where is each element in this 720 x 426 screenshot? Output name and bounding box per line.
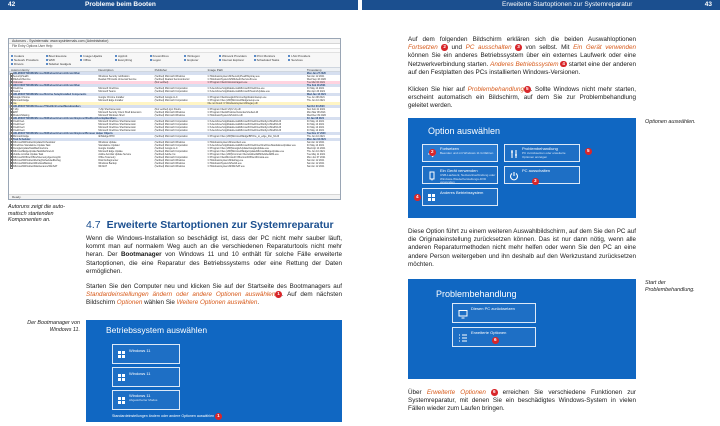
- entry-publisher: (Verified) Microsoft Corporation: [154, 150, 188, 153]
- entry-publisher: (Verified) Microsoft Corporation: [154, 87, 188, 90]
- autoruns-tab[interactable]: KnownDLLs: [150, 54, 185, 58]
- entry-name: Microsoft Edge: [9, 135, 98, 138]
- caption-options: Optionen auswählen.: [645, 119, 696, 125]
- callout-badge: 3: [533, 178, 537, 183]
- entry-timestamp: Mon Jan 04 2021: [306, 138, 326, 141]
- autoruns-tab[interactable]: Network Providers: [11, 58, 46, 62]
- entry-name: 7-Zip: [9, 108, 98, 111]
- entry-publisher: (Verified) Microsoft Windows: [154, 141, 185, 144]
- tile-other-os[interactable]: [422, 188, 498, 206]
- section-number: 4.7: [86, 219, 101, 231]
- callout-badge: 5: [526, 86, 529, 92]
- entry-timestamp: Mon Jan 27 2020: [306, 72, 326, 75]
- caption-bootmanager: Der Bootmanager von Windows 11.: [27, 320, 80, 333]
- entry-image-path: C:\Program Files (x86)\Microsoft\Edge\BHO\ie_to_edge_bho_64.dll: [207, 135, 279, 138]
- autoruns-tab[interactable]: Sidebar Gadgets: [46, 62, 81, 66]
- callout-badge: 6: [493, 389, 496, 395]
- right-chapter-title: Erweiterte Startoptionen zur Systemreparatur: [502, 1, 633, 8]
- entry-name: \Microsoft\Windows\Defrag\ScheduledDefrag: [9, 159, 98, 162]
- entry-description: Google Chrome Installer: [98, 96, 125, 99]
- tile-label: Problembehandlung: [522, 146, 558, 151]
- entry-image-path: C:\Program Files\Google\Chrome\Application\setup.exe: [207, 96, 267, 99]
- callout-badge: 3: [517, 44, 520, 50]
- tile-label: Erweiterte Optionen: [471, 330, 507, 335]
- column-autorun-entry: Autorun Entry: [11, 68, 30, 72]
- entry-timestamp: Tue May 11 2021: [306, 153, 326, 156]
- entry-timestamp: Sat Jun 12 2021: [306, 141, 325, 144]
- right-paragraph-1: [408, 36, 636, 77]
- autoruns-tab[interactable]: Print Monitors: [254, 54, 289, 58]
- entry-name: Microsoft Edge: [9, 99, 98, 102]
- caption-troubleshoot: Start der Problembehandlung.: [645, 280, 695, 293]
- entry-description: Microsoft OneDrive Shell Extension: [98, 123, 136, 126]
- entry-name: HKLM\SOFTWARE\Microsoft\Active Setup\Installed Components: [9, 93, 98, 96]
- right-page-number: 43: [704, 1, 712, 8]
- autoruns-tab[interactable]: AppInit: [115, 54, 150, 58]
- entry-description: Adobe Acrobat Update Service: [98, 153, 132, 156]
- entry-image-path: C:\Users\User\AppData\Local\Microsoft\OneDrive\FileSyncShell64.dll: [207, 126, 281, 129]
- entry-timestamp: Fri May 14 2021: [306, 123, 325, 126]
- entry-name: Teams: [9, 90, 98, 93]
- entry-description: Microsoft OneDrive: [98, 87, 119, 90]
- link-continue: Fortsetzen: [408, 44, 438, 52]
- autoruns-window: [8, 38, 341, 200]
- entry-publisher: (Not verified): [154, 81, 169, 84]
- entry-name: OneDrive: [9, 87, 98, 90]
- right-paragraph-4: [408, 389, 636, 414]
- entry-description: Microsoft Edge Update: [98, 150, 123, 153]
- entry-name: ModernSharing: [9, 114, 98, 117]
- entry-description: Microsoft OneDrive Shell Extension: [98, 129, 136, 132]
- entry-description: Microsoft Teams: [98, 90, 116, 93]
- autoruns-status-bar: Ready.: [9, 194, 340, 199]
- link-more-options: Weitere Optionen auswählen: [176, 299, 258, 307]
- autoruns-tab[interactable]: Office: [80, 58, 115, 62]
- entry-image-path: C:\Program Files (x86)\Google\Update\GoogleUpdate.exe: [207, 147, 269, 150]
- entry-image-path: C:\Users\User\AppData\Local\Microsoft\OneDrive.exe: [207, 87, 265, 90]
- link-use-device: Ein Gerät verwenden: [573, 44, 637, 52]
- autoruns-tab[interactable]: Winlogon: [184, 54, 219, 58]
- right-paragraph-2: [408, 86, 636, 111]
- entry-timestamp: Thu Jun 10 2021: [306, 135, 325, 138]
- entry-publisher: (Verified) Google LLC: [154, 147, 178, 150]
- entry-timestamp: Wed Sep 16 2020: [306, 78, 326, 81]
- entry-name: Google Chrome: [9, 96, 98, 99]
- os-label: Windows 11: [129, 371, 151, 376]
- entry-timestamp: Wed Jan 13 2021: [306, 93, 326, 96]
- entry-publisher: (Verified) Microsoft Corporation: [154, 156, 188, 159]
- entry-name: \MicrosoftEdgeUpdateTaskMachineUA: [9, 150, 98, 153]
- entry-timestamp: Tue Jun 08 2021: [306, 96, 325, 99]
- os-tile-windows-11-a[interactable]: [112, 344, 180, 364]
- os-label: Windows 11: [129, 393, 151, 398]
- entry-name: \Microsoft\Office\OfficeTelemetryAgentLogOn: [9, 156, 98, 159]
- text-run: von Windows 11 und 10 enthält für solche Fälle erweiterte Startoptionen, die eine Reparatur des Betriebssystems oder eine Rettung der Daten ermöglichen.: [86, 251, 342, 275]
- entry-publisher: (Verified) Microsoft Windows: [154, 165, 185, 168]
- autoruns-tab[interactable]: WMI: [46, 58, 81, 62]
- entry-publisher: (Verified) Microsoft Corporation: [154, 129, 188, 132]
- footer-text: Standardeinstellungen ändern oder andere Optionen auswählen: [112, 414, 215, 419]
- tile-label: Diesen PC zurücksetzen: [471, 306, 515, 311]
- entry-name: EPP: [9, 111, 98, 114]
- autoruns-tab[interactable]: Drivers: [11, 62, 46, 66]
- autoruns-tab[interactable]: Image Hijacks: [80, 54, 115, 58]
- left-page-header: [0, 0, 358, 10]
- entry-publisher: (Verified) Realtek Semiconductor: [154, 78, 190, 81]
- tile-shutdown[interactable]: [504, 166, 580, 184]
- os-label: Windows 11: [129, 348, 151, 353]
- entry-description: Office Telemetry: [98, 156, 116, 159]
- text-run: und: [447, 44, 466, 52]
- entry-description: Microsoft OneDrive Shell Extension: [98, 126, 136, 129]
- entry-description: IEToEdge BHO: [98, 135, 115, 138]
- text-run: . Sollte Windows nicht mehr starten, erscheint automatisch ein Bildschirm, auf dem Sie zur Problembehandlung geleitet werden.: [408, 86, 636, 110]
- entry-timestamp: Tue Nov 17 2020: [306, 132, 326, 135]
- autoruns-menu-bar: File Entry Options User Help: [9, 44, 340, 49]
- autoruns-entry-row[interactable]: [9, 165, 340, 168]
- callout-badge: 1: [277, 291, 280, 297]
- callout-badge: 5: [586, 148, 590, 153]
- entry-name: SecurityHealth: [9, 75, 98, 78]
- entry-name: \Microsoft\Windows\WindowsBackup: [9, 162, 98, 165]
- link-advanced-options: Erweiterte Optionen: [426, 389, 486, 396]
- entry-description: Microsoft Edge Installer: [98, 99, 124, 102]
- autoruns-tab[interactable]: Logon: [150, 58, 185, 62]
- entry-name: \Microsoft\Windows\UpdateOrchestrator: [9, 141, 98, 144]
- entry-timestamp: Thu Feb 18 2021: [306, 84, 326, 87]
- text-run: Über: [408, 389, 427, 396]
- column-description: Description: [98, 68, 114, 72]
- callout-badge: 2: [430, 149, 434, 154]
- entry-image-path: C:\Windows\System32\sdclt.exe: [207, 162, 242, 165]
- autoruns-tab[interactable]: Scheduled Tasks: [254, 58, 289, 62]
- entry-publisher: (Not verified) Igor Pavlov: [154, 108, 181, 111]
- tile-sub-label: PC zurücksetzen oder erweiterte Optionen anzeigen: [522, 151, 566, 159]
- text-run: von selbst. Mit: [521, 44, 574, 52]
- entry-name: HKCU\SOFTWARE\Microsoft\Windows\CurrentVersion\Run: [9, 84, 98, 87]
- text-run: können Sie ein anderes Betriebssystem über ein externes Laufwerk oder eine Netzwerkverbindung starten.: [408, 52, 636, 68]
- entry-description: Windows Backup: [98, 162, 117, 165]
- entry-image-path: C:\Users\User\AppData\Local\Microsoft\OneDrive\OneDriveStandaloneUpdater.exe: [207, 144, 296, 147]
- entry-name: \Microsoft\Windows\Maintenance\WinSAT: [9, 165, 98, 168]
- text-run: . Auf dem nächsten Bildschirm: [86, 291, 342, 307]
- os-tile-windows-11-safe-mode[interactable]: [112, 390, 180, 410]
- entry-name: OneDrive2: [9, 123, 98, 126]
- entry-name: OneDrive3: [9, 126, 98, 129]
- entry-description: Disk Defragmenter: [98, 159, 119, 162]
- entry-publisher: (Verified) Microsoft Windows: [154, 111, 185, 114]
- entry-timestamp: Sat Jun 12 2021: [306, 75, 325, 78]
- callout-badge: 4: [415, 194, 419, 199]
- entry-image-path: C:\Program Files (x86)\Microsoft\Edge\setup.exe: [207, 99, 260, 102]
- entry-description: 7-Zip Shell Extension: [98, 108, 121, 111]
- entry-timestamp: Mon Jun 07 2021: [306, 156, 326, 159]
- entry-name: Task Scheduler: [9, 138, 98, 141]
- entry-publisher: (Verified) Microsoft Corporation: [154, 135, 188, 138]
- entry-timestamp: Fri May 14 2021: [306, 129, 325, 132]
- term-bootmanager: Bootmanager: [120, 251, 162, 259]
- text-run: Wenn die Windows-Installation so beschädigt ist, dass der PC nicht mehr sauber läuft, kommt man auf normalem Weg auch an die verschiedenen Reparaturtools nicht mehr heran. Der: [86, 235, 342, 259]
- entry-name: HKLM\SOFTWARE\Microsoft\Windows\CurrentVersion\Explorer\Browser Helper Objects: [9, 132, 98, 135]
- entry-image-path: File not found: C:\Windows\system32\legacy.dll: [207, 102, 258, 105]
- text-run: .: [257, 299, 260, 307]
- entry-publisher: (Verified) Microsoft Windows: [154, 162, 185, 165]
- section-title: Erweiterte Startoptionen zur Systemreparatur: [106, 219, 334, 231]
- tools-icon: [509, 149, 519, 159]
- entry-timestamp: Fri Jan 08 2021: [306, 117, 325, 120]
- windows-logo-icon: [118, 397, 125, 404]
- text-run: Starten Sie den Computer neu und klicken Sie auf der Startseite des Bootmanagers auf: [86, 283, 342, 290]
- entry-description: Windows Update: [98, 141, 117, 144]
- entry-timestamp: Sat Oct 03 2020: [306, 105, 325, 108]
- autoruns-tabs: [9, 53, 340, 68]
- usb-device-icon: [427, 171, 437, 181]
- os-tile-windows-11-b[interactable]: [112, 367, 180, 387]
- tile-use-device[interactable]: [422, 166, 498, 184]
- autoruns-tab[interactable]: Services: [288, 58, 323, 62]
- entry-timestamp: Thu Jun 10 2021: [306, 99, 325, 102]
- entry-timestamp: Mon Apr 26 2021: [306, 90, 326, 93]
- callout-badge: 2: [443, 44, 446, 50]
- tile-label: Fortsetzen: [440, 146, 459, 151]
- tile-label: Anderes Betriebssystem: [440, 190, 484, 195]
- entry-description: Google Installer: [98, 147, 116, 150]
- entry-publisher: (Verified) Adobe Inc.: [154, 153, 177, 156]
- entry-image-path: C:\Users\User\AppData\Local\Microsoft\OneDrive\FileSyncShell64.dll: [207, 123, 281, 126]
- entry-description: Microsoft Windows Shell: [98, 114, 125, 117]
- text-run: startet eine der anderen auf den Festplatten des PCs installierten Windows-Versionen.: [408, 60, 637, 76]
- entry-description: Microsoft OneDrive Shell Extension: [98, 120, 136, 123]
- entry-description: Standalone Updater: [98, 144, 120, 147]
- options-title: Option auswählen: [428, 126, 501, 136]
- entry-image-path: C:\Users\User\AppData\Local\Microsoft\OneDrive\FileSyncShell64.dll: [207, 129, 281, 132]
- entry-timestamp: Fri May 14 2021: [306, 120, 325, 123]
- column-image-path: Image Path: [207, 68, 223, 72]
- autoruns-tab[interactable]: Codecs: [11, 54, 46, 58]
- entry-timestamp: Sat Jun 12 2021: [306, 162, 325, 165]
- entry-name: Unknown: [9, 81, 98, 84]
- autoruns-tab[interactable]: Boot Execute: [46, 54, 81, 58]
- link-standard-settings: Standardeinstellungen ändern oder andere Optionen auswählen: [86, 291, 276, 299]
- entry-name: n/a: [9, 102, 98, 105]
- entry-name: HKLM\SOFTWARE\Classes\*\ShellEx\ContextMenuHandlers: [9, 105, 98, 108]
- options-screen: [408, 118, 636, 218]
- entry-description: WinSAT: [98, 165, 107, 168]
- entry-publisher: (Verified) Microsoft Corporation: [154, 120, 188, 123]
- text-run: erreichen Sie verschiedene Funktionen zur Systemreparatur, mit denen Sie ein beschädigtes Windows-System in vielen Fällen wieder zum Laufen bringen.: [408, 389, 637, 413]
- troubleshoot-screen: [408, 279, 636, 379]
- tile-reset-pc[interactable]: [452, 303, 536, 323]
- entry-image-path: C:\Windows\System32\RtkAudUService64.exe: [207, 78, 258, 81]
- entry-image-path: C:\Program Files\7-Zip\7-zip.dll: [207, 108, 241, 111]
- entry-publisher: (Verified) Microsoft Windows: [154, 114, 185, 117]
- column-publisher: Publisher: [154, 68, 168, 72]
- windows-logo-icon: [428, 194, 435, 201]
- entry-timestamp: Wed Dec 09 2020: [306, 114, 326, 117]
- text-run: Auf dem folgenden Bildschirm erklären sich die beiden Auswahloptionen: [408, 36, 636, 43]
- entry-description: Windows Security notification: [98, 75, 130, 78]
- column-timestamp: Timestamp: [306, 68, 322, 72]
- checklist-icon: [458, 333, 468, 343]
- autoruns-title-bar: Autoruns - Sysinternals: www.sysinternals.com (Administrator): [9, 39, 340, 44]
- entry-timestamp: Fri May 14 2021: [306, 144, 325, 147]
- link-troubleshoot: Problembehandlung: [467, 86, 525, 93]
- text-run: Klicken Sie hier auf: [408, 86, 468, 93]
- entry-description: Realtek HD Audio Universal Service: [98, 78, 137, 81]
- callout-badge: 6: [493, 337, 497, 342]
- entry-publisher: (Verified) Microsoft Windows: [154, 159, 185, 162]
- left-chapter-title: Probleme beim Booten: [85, 1, 156, 8]
- text-run: wählen Sie: [142, 299, 177, 307]
- autoruns-tab[interactable]: Explorer: [184, 58, 219, 62]
- entry-timestamp: Wed Apr 14 2021: [306, 147, 326, 150]
- entry-image-path: C:\Users\User\AppData\Local\Microsoft\OneDrive\FileSyncShell64.dll: [207, 120, 281, 123]
- change-defaults-link[interactable]: [112, 413, 222, 420]
- entry-image-path: C:\Windows\system32\WinSAT.exe: [207, 165, 245, 168]
- entry-name: \GoogleUpdateTaskMachineCore: [9, 147, 98, 150]
- section-heading: [86, 219, 334, 231]
- entry-name: HKLM\SOFTWARE\Microsoft\Windows\CurrentVersion\Explorer\ShellIconOverlayIdentifiers: [9, 117, 98, 120]
- autoruns-entry-list: [9, 72, 340, 168]
- link-shutdown: PC ausschalten: [465, 44, 512, 52]
- entry-publisher: (Verified) Microsoft Windows: [154, 75, 185, 78]
- troubleshoot-title: Problembehandlung: [436, 289, 517, 299]
- entry-image-path: C:\Windows\system32\defrag.exe: [207, 159, 244, 162]
- tile-troubleshoot[interactable]: [504, 144, 580, 162]
- callout-badge: 1: [217, 413, 220, 418]
- tile-sub-label: USB-Laufwerk, Netzwerkverbindung oder Windows-Wiederherstellungs-DVD verwenden: [440, 173, 496, 185]
- caption-autoruns: Autoruns zeigt die auto-matisch startenden Komponenten an.: [8, 204, 65, 224]
- tile-sub-label: Beenden und mit Windows 11 fortfahren: [440, 151, 494, 155]
- entry-timestamp: Tue Mar 02 2021: [306, 81, 325, 84]
- callout-badge: 4: [562, 60, 565, 66]
- entry-image-path: C:\Windows\system32\SecurityHealthSystray.exe: [207, 75, 260, 78]
- entry-image-path: C:\Users\User\AppData\Local\Microsoft\Teams\Update.exe: [207, 90, 270, 93]
- entry-image-path: C:\Program Files\Microsoft Office\root\Office16\msoia.exe: [207, 156, 269, 159]
- reset-pc-icon: [458, 309, 468, 319]
- entry-timestamp: Thu Jun 10 2021: [306, 150, 325, 153]
- entry-publisher: (Verified) Microsoft Corporation: [154, 99, 188, 102]
- entry-image-path: C:\Windows\System32\ntshrui.dll: [207, 114, 243, 117]
- entry-name: \Adobe Acrobat Update Task: [9, 153, 98, 156]
- entry-name: \OneDrive Standalone Update Task: [9, 144, 98, 147]
- entry-publisher: (Verified) Microsoft Corporation: [154, 126, 188, 129]
- entry-name: OneDrive1: [9, 120, 98, 123]
- entry-timestamp: Fri May 14 2021: [306, 126, 325, 129]
- entry-image-path: C:\Program Files\Windows Defender\shellext.dll: [207, 111, 259, 114]
- entry-publisher: (Verified) Microsoft Corporation: [154, 90, 188, 93]
- entry-timestamp: Fri May 14 2021: [306, 87, 325, 90]
- entry-name: RtkAudUService: [9, 78, 98, 81]
- entry-timestamp: Sun Feb 21 2021: [306, 108, 326, 111]
- power-icon: [509, 171, 519, 181]
- right-page-header: [362, 0, 720, 10]
- entry-image-path: C:\Windows\system32\usoclient.exe: [207, 141, 246, 144]
- link-options: Optionen: [116, 299, 143, 307]
- left-paragraph-2: [86, 283, 342, 308]
- tile-label: Ein Gerät verwenden: [440, 168, 478, 173]
- entry-name: OneDrive4: [9, 129, 98, 132]
- right-paragraph-3: Diese Option führt zu einem weiteren Auswahlbildschirm, auf dem Sie den PC auf die Originaleinstellung zurücksetzen können. Das ist nur dann nötig, wenn alle anderen Reparaturmethoden nicht mehr helfen oder wenn Sie den PC an eine andere Person weitergeben und ihn deshalb auf den Werkzustand zurücksetzen möchten.: [408, 228, 636, 268]
- os-sub-label: Abgesicherter Modus: [129, 398, 158, 402]
- autoruns-tab[interactable]: Everything: [115, 58, 150, 62]
- autoruns-tab[interactable]: Internet Explorer: [219, 58, 254, 62]
- entry-name: HKLM\SOFTWARE\Microsoft\Windows\CurrentVersion\Run: [9, 72, 98, 75]
- entry-description: Microsoft Security Client Shell Extension: [98, 111, 142, 114]
- tile-label: PC ausschalten: [522, 168, 551, 173]
- entry-timestamp: Sat Jun 12 2021: [306, 165, 325, 168]
- entry-image-path: C:\Program Files (x86)\Common Files\Adobe\ARM\AdobeARM.exe: [207, 153, 279, 156]
- entry-publisher: (Verified) Google LLC: [154, 96, 178, 99]
- autoruns-tab[interactable]: LSA Providers: [288, 54, 323, 58]
- left-paragraph-1: [86, 235, 342, 276]
- entry-image-path: C:\Program Files\Unknown\agent.exe: [207, 81, 248, 84]
- left-page-number: 42: [8, 1, 16, 8]
- windows-logo-icon: [118, 374, 125, 381]
- link-other-os: Anderes Betriebssystem: [490, 60, 559, 68]
- bootmanager-screen: [86, 320, 342, 422]
- entry-publisher: (Verified) Microsoft Corporation: [154, 123, 188, 126]
- entry-timestamp: Sat Jun 12 2021: [306, 159, 325, 162]
- windows-logo-icon: [118, 351, 125, 358]
- bootmanager-title: Betriebssystem auswählen: [106, 325, 208, 335]
- entry-image-path: C:\Program Files (x86)\Microsoft\EdgeUpdate\MicrosoftEdgeUpdate.exe: [207, 150, 285, 153]
- autoruns-tab[interactable]: Winsock Providers: [219, 54, 254, 58]
- entry-timestamp: Mon Mar 08 2021: [306, 111, 326, 114]
- entry-publisher: (Verified) Microsoft Corporation: [154, 144, 188, 147]
